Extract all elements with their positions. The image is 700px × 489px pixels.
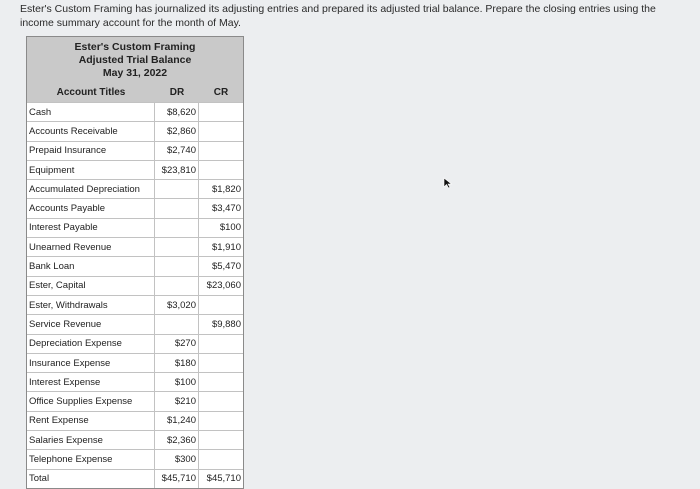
cell-cr: $3,470	[211, 203, 241, 215]
cell-cr: $23,060	[206, 280, 241, 292]
cell-dr: $2,860	[155, 122, 199, 140]
cell-cr	[199, 335, 243, 353]
cell-cr	[199, 296, 243, 314]
cell-cr	[199, 161, 243, 179]
cell-title: Depreciation Expense	[27, 335, 155, 353]
cell-dr: $2,360	[155, 431, 199, 449]
cell-dr	[155, 277, 199, 295]
cell-dr: $270	[155, 335, 199, 353]
cell-cr	[199, 431, 243, 449]
cell-cr	[199, 373, 243, 391]
cell-title: Telephone Expense	[27, 450, 155, 468]
cell-title: Service Revenue	[27, 315, 155, 333]
cell-cr: $9,880	[211, 318, 241, 330]
cell-title: Cash	[27, 103, 155, 121]
table-header	[27, 37, 243, 82]
table-row	[27, 218, 243, 237]
adjusted-trial-balance-table	[26, 36, 244, 489]
cell-dr: $23,810	[155, 161, 199, 179]
cell-title: Office Supplies Expense	[27, 392, 155, 410]
cell-title: Salaries Expense	[27, 431, 155, 449]
table-row	[27, 237, 243, 256]
cell-cr	[199, 103, 243, 121]
cell-title: Interest Expense	[27, 373, 155, 391]
table-row	[27, 141, 243, 160]
cell-dr: $8,620	[155, 103, 199, 121]
table-row	[27, 334, 243, 353]
cell-cr	[199, 392, 243, 410]
cell-title: Rent Expense	[27, 412, 155, 430]
cell-cr: $1,910	[211, 241, 241, 253]
cell-dr: $100	[155, 373, 199, 391]
cell-dr	[155, 219, 199, 237]
cell-dr: $45,710	[155, 470, 199, 488]
cell-dr	[155, 180, 199, 198]
cell-title: Total	[27, 470, 155, 488]
cell-cr: $100	[219, 222, 241, 234]
cell-cr	[199, 450, 243, 468]
cell-title: Unearned Revenue	[27, 238, 155, 256]
column-header-dr: DR	[169, 86, 185, 98]
mouse-pointer-icon	[443, 177, 455, 189]
cell-title: Insurance Expense	[27, 354, 155, 372]
table-row	[27, 198, 243, 217]
company-name: Ester's Custom Framing	[74, 41, 196, 53]
cell-title: Ester, Withdrawals	[27, 296, 155, 314]
cell-title: Accounts Payable	[27, 199, 155, 217]
table-row	[27, 469, 243, 488]
table-row	[27, 102, 243, 121]
cell-dr	[155, 257, 199, 275]
cell-title: Ester, Capital	[27, 277, 155, 295]
cell-dr: $2,740	[155, 142, 199, 160]
table-row	[27, 256, 243, 275]
cell-dr: $1,240	[155, 412, 199, 430]
column-headers	[27, 82, 243, 102]
table-row	[27, 411, 243, 430]
cell-dr: $300	[155, 450, 199, 468]
cell-dr	[155, 315, 199, 333]
table-row	[27, 179, 243, 198]
statement-date: May 31, 2022	[102, 67, 168, 79]
cell-cr: $5,470	[211, 261, 241, 273]
cell-cr	[199, 354, 243, 372]
column-header-account-titles: Account Titles	[56, 86, 126, 98]
table-row	[27, 353, 243, 372]
table-row	[27, 160, 243, 179]
instructions-text: Ester's Custom Framing has journalized its adjusting entries and prepared its adjusted trial balance. Prepare the closing entries using the income summary account for the month of May.	[20, 3, 656, 29]
cell-dr: $180	[155, 354, 199, 372]
statement-title: Adjusted Trial Balance	[78, 54, 192, 66]
cell-title: Accumulated Depreciation	[27, 180, 155, 198]
cell-dr	[155, 199, 199, 217]
table-row	[27, 449, 243, 468]
table-row	[27, 430, 243, 449]
table-row	[27, 314, 243, 333]
cell-dr: $210	[155, 392, 199, 410]
cell-title: Interest Payable	[27, 219, 155, 237]
cell-cr: $1,820	[211, 183, 241, 195]
cell-title: Bank Loan	[27, 257, 155, 275]
cell-title: Accounts Receivable	[27, 122, 155, 140]
cell-cr	[199, 142, 243, 160]
table-body	[27, 102, 243, 488]
table-row	[27, 121, 243, 140]
cell-cr: $45,710	[206, 473, 241, 485]
table-row	[27, 391, 243, 410]
cell-title: Equipment	[27, 161, 155, 179]
column-header-cr: CR	[213, 86, 229, 98]
cell-cr	[199, 412, 243, 430]
cell-dr	[155, 238, 199, 256]
cell-dr: $3,020	[155, 296, 199, 314]
table-row	[27, 372, 243, 391]
table-row	[27, 276, 243, 295]
table-row	[27, 295, 243, 314]
cell-title: Prepaid Insurance	[27, 142, 155, 160]
cell-cr	[199, 122, 243, 140]
